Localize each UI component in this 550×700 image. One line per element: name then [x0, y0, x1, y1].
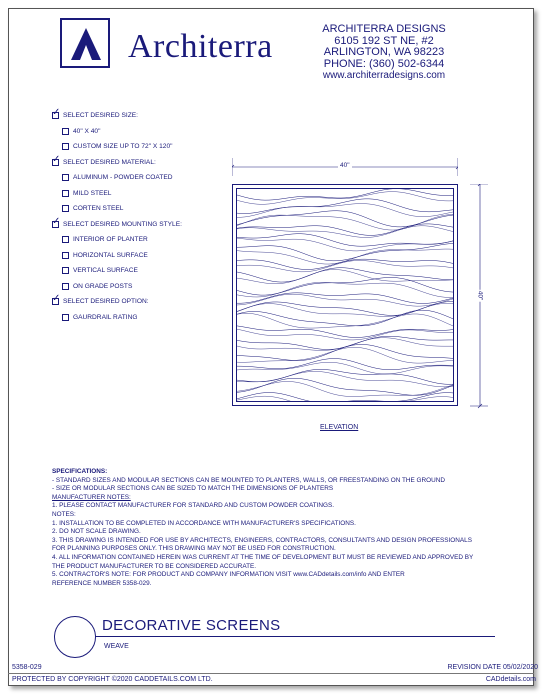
check-icon: ✓ [52, 153, 61, 165]
title-block-circle [54, 616, 96, 658]
checkbox[interactable] [62, 143, 69, 150]
reference-number: 5358-029 [12, 664, 42, 671]
weave-line [237, 204, 453, 218]
weave-line [237, 310, 453, 326]
weave-line [237, 277, 453, 295]
screen-panel-elevation [232, 184, 458, 406]
checklist-option[interactable]: ON GRADE POSTS [52, 279, 242, 295]
checkbox[interactable] [62, 267, 69, 274]
weave-line [237, 260, 453, 271]
weave-line [237, 393, 453, 402]
weave-line [237, 347, 453, 363]
company-phone: PHONE: (360) 502-6344 [323, 57, 445, 70]
checkbox[interactable] [52, 153, 61, 166]
selection-checklist [52, 108, 242, 325]
checklist-option[interactable]: CUSTOM SIZE UP TO 72" X 120" [52, 139, 242, 155]
checkbox[interactable] [62, 314, 69, 321]
weave-line [237, 244, 453, 261]
note-line: 2. DO NOT SCALE DRAWING. [52, 528, 141, 536]
checklist-heading-size[interactable]: ✓ SELECT DESIRED SIZE: [52, 107, 138, 120]
checkbox[interactable] [62, 128, 69, 135]
checklist-option[interactable]: CORTEN STEEL [52, 201, 242, 217]
spec-line: - STANDARD SIZES AND MODULAR SECTIONS CAN BE MOUNTED TO PLANTERS, WALLS, OR FREESTANDING ON THE GROUND [52, 476, 445, 484]
weave-line [237, 268, 453, 282]
company-address: 6105 192 ST NE, #2 [334, 34, 434, 47]
checklist-option[interactable]: GAURDRAIL RATING [52, 310, 242, 326]
checklist-heading-option[interactable]: ✓ SELECT DESIRED OPTION: [52, 293, 149, 306]
notes-block [52, 468, 492, 588]
note-line: 1. INSTALLATION TO BE COMPLETED IN ACCORDANCE WITH MANUFACTURER'S SPECIFICATIONS. [52, 519, 356, 527]
caddetails-link[interactable]: CADdetails.com [485, 676, 536, 683]
weave-line [237, 234, 453, 246]
weave-line [237, 359, 453, 370]
checklist-option[interactable]: 40" X 40" [52, 124, 242, 140]
checkbox[interactable] [62, 190, 69, 197]
company-website[interactable]: www.architerradesigns.com [322, 70, 446, 81]
revision-date: REVISION DATE 05/02/2020 [447, 664, 538, 671]
checkbox[interactable] [52, 107, 61, 119]
checklist-option[interactable]: INTERIOR OF PLANTER [52, 232, 242, 248]
checkbox[interactable] [62, 174, 69, 181]
company-city: ARLINGTON, WA 98223 [323, 46, 445, 58]
width-dimension-label: 40" [340, 162, 350, 169]
checklist-heading-mounting[interactable]: ✓ SELECT DESIRED MOUNTING STYLE: [52, 215, 182, 228]
drawing-subtitle: WEAVE [104, 643, 129, 650]
spec-line: - SIZE OR MODULAR SECTIONS CAN BE SIZED TO MATCH THE DIMENSIONS OF PLANTERS [52, 485, 334, 493]
checkbox[interactable] [52, 293, 61, 305]
checklist-option[interactable]: VERTICAL SURFACE [52, 263, 242, 279]
note-line: 4. ALL INFORMATION CONTAINED HEREIN WAS CURRENT AT THE TIME OF DEVELOPMENT BUT MUST BE REVIEWED AND APPROVED BY [52, 553, 474, 561]
note-line: 5. CONTRACTOR'S NOTE: FOR PRODUCT AND COMPANY INFORMATION VISIT www.CADdetails.com/info AND ENTER [52, 571, 405, 579]
manufacturer-note-line: 1. PLEASE CONTACT MANUFACTURER FOR STANDARD AND CUSTOM POWDER COATINGS. [52, 502, 335, 510]
checkbox[interactable] [62, 283, 69, 290]
note-line: THE PRODUCT MANUFACTURER TO BE CONSIDERED ACCURATE. [52, 562, 257, 570]
checkbox[interactable] [62, 252, 69, 259]
checkbox[interactable] [62, 205, 69, 212]
weave-line [237, 329, 453, 340]
elevation-label: ELEVATION [320, 424, 359, 431]
note-line: 3. THIS DRAWING IS INTENDED FOR USE BY ARCHITECTS, ENGINEERS, CONTRACTORS, CONSULTANTS AND DESIGN PROFESSIONALS [52, 536, 472, 544]
weave-line [237, 313, 453, 328]
weave-line [237, 336, 453, 349]
weave-line [237, 326, 453, 338]
checklist-heading-material[interactable]: ✓ SELECT DESIRED MATERIAL: [52, 153, 156, 166]
height-dimension-label: 40" [476, 290, 484, 301]
note-line: REFERENCE NUMBER 5358-029. [52, 579, 152, 587]
check-icon: ✓ [52, 107, 61, 119]
checkbox[interactable] [62, 236, 69, 243]
notes-heading: NOTES: [52, 510, 76, 518]
checklist-option[interactable]: ALUMINUM - POWDER COATED [52, 170, 242, 186]
weave-pattern [237, 189, 454, 402]
check-icon: ✓ [52, 293, 61, 305]
check-icon: ✓ [52, 215, 61, 227]
copyright-notice: PROTECTED BY COPYRIGHT ©2020 CADDETAILS.COM LTD. [12, 676, 213, 683]
title-block-rule [95, 636, 495, 637]
logo-a-icon [71, 28, 101, 60]
note-line: FOR PLANNING PURPOSES ONLY. THIS DRAWING MAY NOT BE USED FOR CONSTRUCTION. [52, 545, 336, 553]
specifications-heading: SPECIFICATIONS: [52, 468, 108, 475]
manufacturer-notes-heading: MANUFACTURER NOTES: [52, 493, 131, 501]
logo-mark [60, 18, 110, 68]
footer-rule [8, 673, 534, 674]
checkbox[interactable] [52, 215, 61, 228]
company-name: ARCHITERRA DESIGNS [322, 23, 446, 35]
screen-panel-inner [236, 188, 454, 402]
drawing-title: DECORATIVE SCREENS [102, 617, 281, 634]
company-info [274, 24, 494, 82]
weave-line [237, 294, 453, 306]
logo-name: Architerra [128, 28, 273, 65]
checklist-option[interactable]: MILD STEEL [52, 186, 242, 202]
checklist-option[interactable]: HORIZONTAL SURFACE [52, 248, 242, 264]
